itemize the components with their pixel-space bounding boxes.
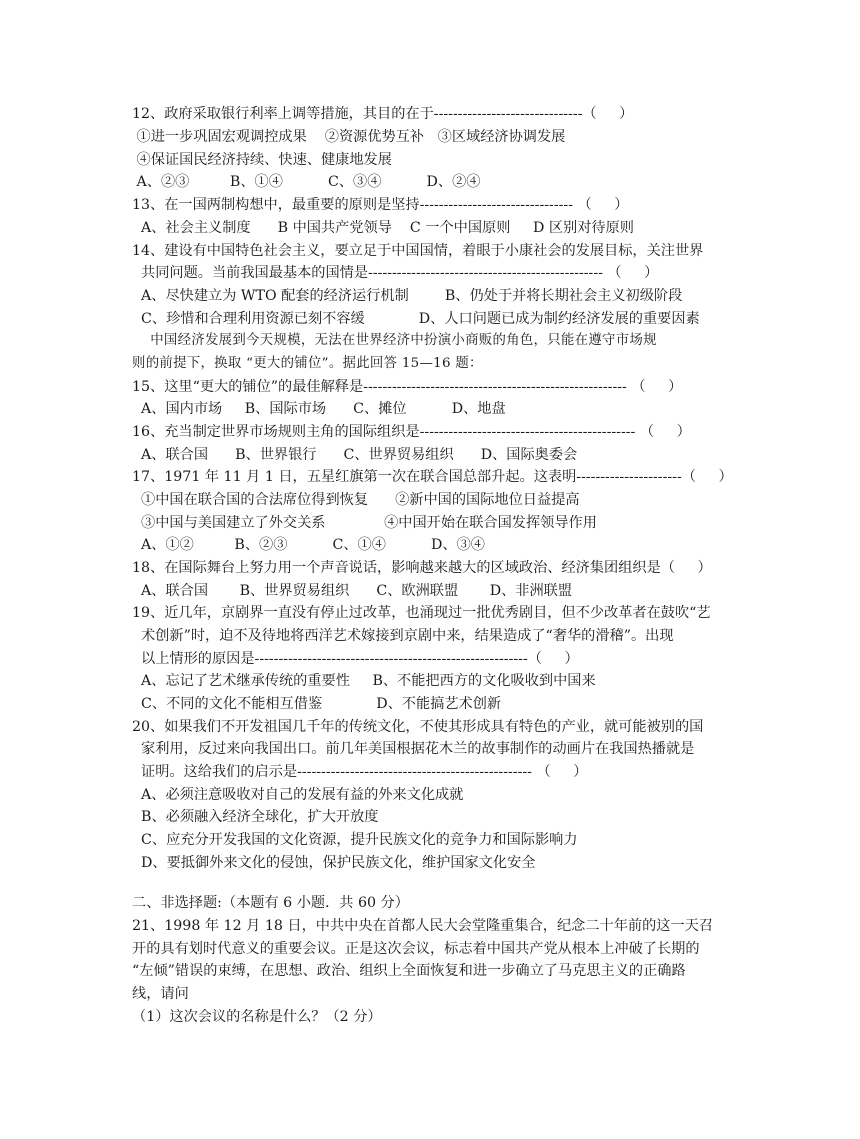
q21-stem-4: 线，请问 [132,986,189,1002]
q21-subquestion-1: （1）这次会议的名称是什么？（2 分） [132,1009,382,1025]
q15-16-material-1: 中国经济发展到今天规模，无法在世界经济中扮演小商贩的角色，只能在遵守市场规 [132,333,657,348]
q15-options: A、国内市场 B、国际市场 C、摊位 D、地盘 [132,401,506,417]
q14-options-ab: A、尽快建立为 WTO 配套的经济运行机制 B、仍处于并将长期社会主义初级阶段 [132,288,683,304]
q19-stem-2: 术创新”时，迫不及待地将西洋艺术嫁接到京剧中来，结果造成了“奢华的滑稽”。出现 [132,628,674,644]
q15-stem: 15、这里“更大的铺位”的最佳解释是------------------------------------------------------- （ ） [132,379,683,395]
q19-options-ab: A、忘记了艺术继承传统的重要性 B、不能把西方的文化吸收到中国来 [132,673,596,689]
q12-options: A、②③ B、①④ C、③④ D、②④ [132,174,481,190]
q19-stem-1: 19、近几年，京剧界一直没有停止过改革，也涌现过一批优秀剧目，但不少改革者在鼓吹“艺 [132,605,711,621]
q16-options: A、联合国 B、世界银行 C、世界贸易组织 D、国际奥委会 [132,447,578,463]
q12-statements-2: ④保证国民经济持续、快速、健康地发展 [132,152,392,168]
q14-stem-1: 14、建设有中国特色社会主义，要立足于中国国情，着眼于小康社会的发展目标，关注世界 [132,243,704,259]
q18-options: A、联合国 B、世界贸易组织 C、欧洲联盟 D、非洲联盟 [132,583,573,599]
q20-stem-2: 家利用，反过来向我国出口。前几年美国根据花木兰的故事制作的动画片在我国热播就是 [132,741,695,757]
q15-16-material-2: 则的前提下，换取 “更大的铺位”。据此回答 15—16 题： [132,356,483,371]
q20-option-a: A、必须注意吸收对自己的发展有益的外来文化成就 [132,787,464,803]
q20-option-b: B、必须融入经济全球化，扩大开放度 [132,809,379,825]
q17-statements-1: ①中国在联合国的合法席位得到恢复 ②新中国的国际地位日益提高 [132,492,580,508]
q19-stem-3: 以上情形的原因是---------------------------------------------------------（ ） [132,651,579,667]
q17-options: A、①② B、②③ C、①④ D、③④ [132,537,485,553]
q20-stem-1: 20、如果我们不开发祖国几千年的传统文化，不使其形成具有特色的产业，就可能被别的国 [132,719,704,735]
q17-stem: 17、1971 年 11 月 1 日，五星红旗第一次在联合国总部升起。这表明----------------------（ ） [132,469,733,485]
q20-stem-3: 证明。这给我们的启示是------------------------------------------------- （ ） [132,764,588,780]
q13-options: A、社会主义制度 B 中国共产党领导 C 一个中国原则 D 区别对待原则 [132,220,634,236]
q12-stem: 12、政府采取银行利率上调等措施，其目的在于-------------------------------（ ） [132,106,634,122]
q21-stem-1: 21、1998 年 12 月 18 日，中共中央在首都人民大会堂隆重集合，纪念二十年前的这一天召 [132,918,714,934]
q21-stem-2: 开的具有划时代意义的重要会议。正是这次会议，标志着中国共产党从根本上冲破了长期的 [132,941,700,957]
q14-stem-2: 共同问题。当前我国最基本的国情是------------------------------------------------- （ ） [132,265,659,281]
q18-stem: 18、在国际舞台上努力用一个声音说话，影响越来越大的区域政治、经济集团组织是（ ） [132,560,712,576]
q21-stem-3: “左倾”错误的束缚，在思想、政治、组织上全面恢复和进一步确立了马克思主义的正确路 [132,963,686,979]
section-2-heading: 二、非选择题:（本题有 6 小题．共 60 分） [132,895,409,911]
q19-options-cd: C、不同的文化不能相互借鉴 D、不能搞艺术创新 [132,696,502,712]
q14-options-cd: C、珍惜和合理利用资源已刻不容缓 D、人口问题已成为制约经济发展的重要因素 [132,311,700,327]
q17-statements-2: ③中国与美国建立了外交关系 ④中国开始在联合国发挥领导作用 [132,515,597,531]
q16-stem: 16、充当制定世界市场规则主角的国际组织是--------------------------------------------- （ ） [132,424,691,440]
q20-option-d: D、要抵御外来文化的侵蚀，保护民族文化，维护国家文化安全 [132,855,536,871]
q13-stem: 13、在一国两制构想中，最重要的原则是坚持-------------------------------- （ ） [132,197,629,213]
q12-statements-1: ①进一步巩固宏观调控成果 ②资源优势互补 ③区域经济协调发展 [132,129,566,145]
q20-option-c: C、应充分开发我国的文化资源，提升民族文化的竞争力和国际影响力 [132,832,578,848]
